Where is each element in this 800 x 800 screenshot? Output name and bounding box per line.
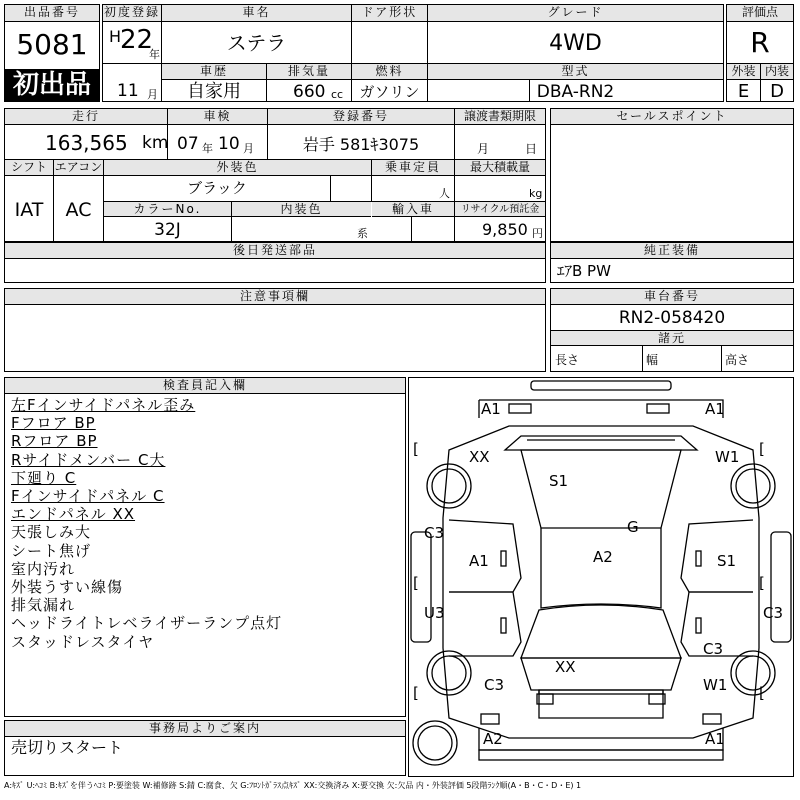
list-item: Rフロア BP [11,432,98,451]
era: H [109,27,122,46]
transfer-day: 日 [525,142,538,156]
capacity-unit: 人 [439,187,450,200]
genuine-equipment-box [550,242,794,283]
ac-value: AC [65,199,92,221]
damage-roof-glass: G [627,518,639,536]
details-table [4,108,546,242]
list-item: Rサイドメンバー C大 [11,450,166,469]
damage-diagram [408,377,794,777]
damage-rear-left: A2 [483,730,503,748]
displacement-value: 660 [293,82,326,102]
interior-color-unit: 系 [357,227,368,240]
later-parts-label: 後日発送部品 [5,243,545,259]
color-number-label: カラーNo. [104,202,231,217]
color-label: 外装色 [104,160,371,176]
lot-number: 5081 [16,28,88,61]
sales-point-box [550,108,794,242]
bracket-right-mid: [ [759,574,765,592]
bracket-left-top: [ [413,440,419,458]
displacement-label: 排気量 [267,64,351,80]
legend: A:ｷｽﾞ U:ﾍｺﾐ B:ｷｽﾞを伴うﾍｺﾐ P:要塗装 W:補修跡 S:錆 C:腐食、欠 G:ﾌﾛﾝﾄｶﾞﾗｽ点ｷｽﾞ XX:交換済み X:要交換 欠:欠品 内・外装評価 5段階ﾗﾝｸ順(A・B・C・D・E) 1 [4,781,582,790]
list-item: 室内汚れ [11,559,76,578]
inspection-month-unit: 月 [243,142,254,155]
list-item: Fフロア BP [11,414,96,433]
height-label: 高さ [725,353,750,367]
later-parts-box [4,242,546,283]
sales-point-label: セールスポイント [551,109,793,125]
load-label: 最大積載量 [455,160,545,176]
type-label: 型式 [428,64,723,80]
damage-left-front: XX [469,448,490,466]
mileage-label: 走行 [5,109,167,125]
damage-left-sill: U3 [424,604,445,622]
interior-label: 内装 [761,64,793,80]
damage-front-left: A1 [481,400,501,418]
exterior-label: 外装 [727,64,760,80]
recycle-unit: 円 [532,227,543,240]
office-label: 事務局よりご案内 [5,721,405,737]
list-item: エンドパネル XX [11,505,136,524]
rating-box [726,4,794,102]
damage-hood: S1 [549,472,569,490]
damage-right-tail: W1 [703,676,728,694]
office-note: 売切りスタート [11,738,124,757]
vehicle-header-table [102,4,724,102]
list-item: 外装うすい線傷 [11,578,124,597]
grade-value: 4WD [549,31,602,56]
notes-box [4,288,546,372]
office-box [4,720,406,776]
mileage-unit: km [142,133,169,153]
model-value: ステラ [226,31,287,55]
lot-box [4,4,100,102]
inspector-box [4,377,406,717]
fuel-label: 燃料 [352,64,427,80]
inspector-notes-list [11,396,282,651]
year-unit: 年 [149,48,160,61]
shift-value: IAT [14,199,44,221]
inspection-label: 車検 [168,109,267,125]
month-unit: 月 [147,88,158,101]
chassis-value: RN2-058420 [618,308,726,328]
list-item: 天張しみ大 [11,523,92,542]
damage-rear-right: A1 [705,730,725,748]
list-item: Fインサイドパネル C [11,487,165,506]
chassis-box [550,288,794,372]
ac-label: エアコン [54,160,103,174]
inspection-year: 07 [177,134,199,154]
notes-label: 注意事項欄 [5,289,545,305]
inspector-label: 検査員記入欄 [5,378,405,394]
history-label: 車歴 [162,64,266,80]
genuine-equipment-value: ｴｱB PW [557,262,611,280]
recycle-value: 9,850 [482,220,528,239]
bracket-left-mid: [ [413,574,419,592]
damage-rear-panel: XX [555,658,576,676]
first-registration-label: 初度登録 [103,5,161,22]
inspection-month: 10 [218,134,240,154]
history-value: 自家用 [187,81,241,102]
interior-color-label: 内装色 [232,202,371,217]
damage-front-right: A1 [705,400,725,418]
door-label: ドア形状 [352,5,427,22]
bracket-left-bottom: [ [413,684,419,702]
displacement-unit: cc [331,88,344,101]
fuel-value: ガソリン [359,83,420,101]
color-number-value: 32J [154,220,181,240]
plate-value: 岩手 581ｷ3075 [302,135,420,154]
chassis-label: 車台番号 [551,289,793,305]
bracket-right-top: [ [759,440,765,458]
reg-month: 11 [117,81,139,101]
lot-label: 出品番号 [5,5,99,22]
plate-label: 登録番号 [268,109,454,125]
color-value: ブラック [187,179,247,197]
type-value: DBA-RN2 [536,82,615,102]
damage-right-door: S1 [717,552,737,570]
list-item: 左Fインサイドパネル歪み [11,396,196,414]
model-label: 車名 [162,5,351,22]
transfer-month: 月 [477,142,490,156]
mileage-value: 163,565 [45,131,128,155]
damage-left-rear: C3 [484,676,505,694]
damage-right-front: W1 [715,448,740,466]
list-item: ヘッドライトレベライザーランプ点灯 [11,614,283,633]
recycle-label: リサイクル預託金 [455,202,545,217]
first-listing-badge: 初出品 [5,69,99,102]
import-label: 輸入車 [372,202,454,217]
grade-label: グレード [428,5,723,22]
rating-value: R [750,26,770,59]
exterior-rating: E [737,81,750,102]
bracket-right-bottom: [ [759,684,765,702]
list-item: 下廻り C [11,468,77,487]
transfer-label: 譲渡書類期限 [455,109,545,125]
list-item: スタッドレスタイヤ [11,632,155,651]
damage-right-rear: C3 [703,640,724,658]
list-item: 排気漏れ [11,596,76,615]
damage-right-quarter: C3 [763,604,784,622]
year: 22 [120,25,154,55]
car-outline [409,378,793,776]
dimensions-label: 諸元 [551,331,793,346]
genuine-equipment-label: 純正装備 [551,243,793,259]
damage-left-fender: C3 [424,524,445,542]
inspection-year-unit: 年 [202,142,213,155]
width-label: 幅 [646,353,659,367]
damage-roof: A2 [593,548,613,566]
length-label: 長さ [555,353,580,367]
load-unit: kg [529,187,543,200]
damage-left-door: A1 [469,552,489,570]
interior-rating: D [770,81,784,102]
shift-label: シフト [5,160,53,176]
capacity-label: 乗車定員 [372,160,454,176]
rating-label: 評価点 [727,5,793,22]
list-item: シート焦げ [11,541,92,560]
